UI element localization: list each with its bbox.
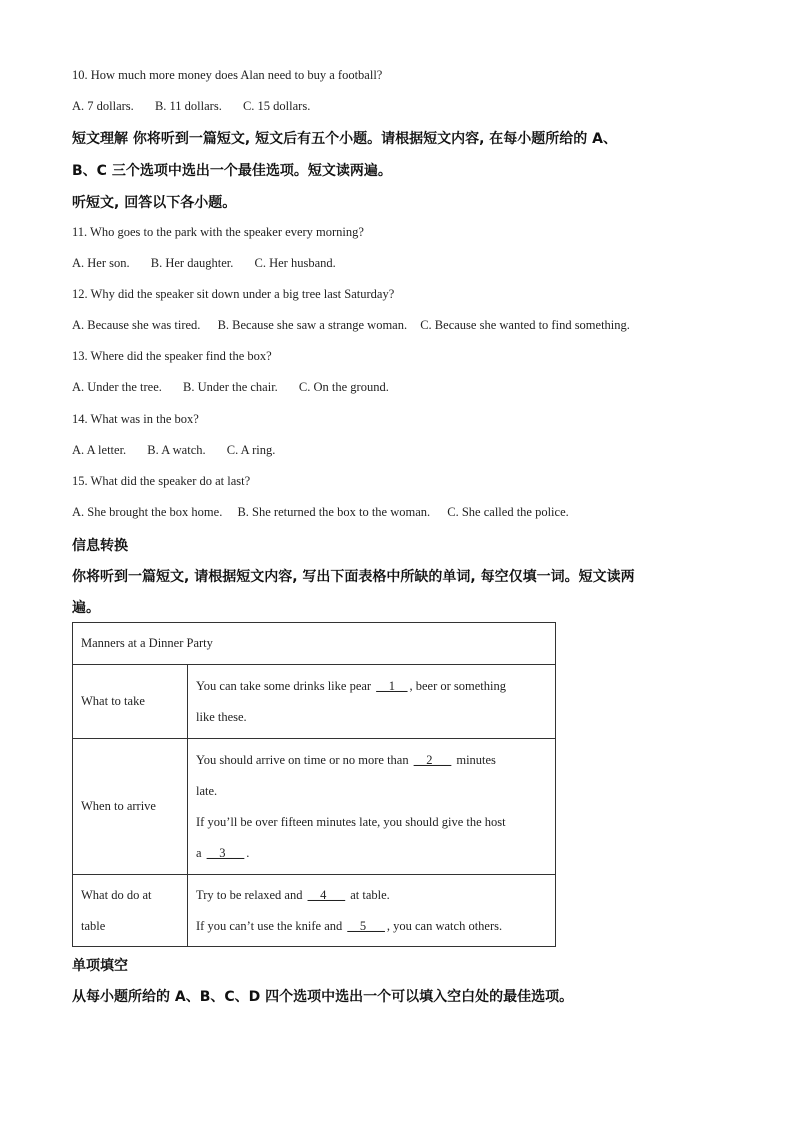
option-b: B. A watch. bbox=[147, 443, 206, 457]
option-a: A. Because she was tired. bbox=[72, 318, 201, 332]
option-b: B. Because she saw a strange woman. bbox=[217, 318, 408, 332]
option-c: C. Because she wanted to find something. bbox=[420, 318, 630, 332]
info-table bbox=[72, 622, 556, 947]
question-14-options bbox=[72, 443, 293, 458]
question-11: 11. Who goes to the park with the speaker every morning? bbox=[72, 225, 364, 239]
blank-2: __2___ bbox=[413, 752, 452, 767]
table-title: Manners at a Dinner Party bbox=[73, 623, 556, 665]
question-12-options bbox=[72, 318, 648, 333]
option-a: A. She brought the box home. bbox=[72, 505, 223, 519]
option-b: B. 11 dollars. bbox=[154, 99, 222, 113]
option-a: A. Her son. bbox=[72, 256, 130, 270]
option-c: C. She called the police. bbox=[447, 505, 569, 519]
section-heading-info: 信息转换 bbox=[72, 538, 128, 554]
section-subheading: 听短文, 回答以下各小题。 bbox=[72, 195, 237, 211]
section-desc-info-cont: 遍。 bbox=[72, 600, 100, 616]
question-15: 15. What did the speaker do at last? bbox=[72, 474, 251, 488]
row-content-what-to-take: You can take some drinks like pear __1__ , beer or something like these. bbox=[188, 665, 556, 739]
row-label-what-do-at-table: What do do at table bbox=[73, 875, 188, 947]
question-15-options bbox=[72, 505, 587, 520]
section-heading-short-passage: 短文理解 你将听到一篇短文, 短文后有五个小题。请根据短文内容, 在每小题所给的 A、 bbox=[72, 131, 617, 147]
blank-1: __1__ bbox=[376, 678, 408, 693]
row-label-what-to-take: What to take bbox=[73, 665, 188, 739]
option-a: A. 7 dollars. bbox=[72, 99, 134, 113]
question-10-options bbox=[72, 99, 328, 114]
option-b: B. Her daughter. bbox=[150, 256, 234, 270]
section-heading-single-choice: 单项填空 bbox=[72, 958, 128, 974]
option-c: C. 15 dollars. bbox=[242, 99, 311, 113]
option-c: C. A ring. bbox=[226, 443, 276, 457]
option-b: B. Under the chair. bbox=[183, 380, 278, 394]
question-12: 12. Why did the speaker sit down under a big tree last Saturday? bbox=[72, 287, 395, 301]
section-desc-info: 你将听到一篇短文, 请根据短文内容, 写出下面表格中所缺的单词, 每空仅填一词。短文读两 bbox=[72, 569, 635, 585]
section-desc-single-choice: 从每小题所给的 A、B、C、D 四个选项中选出一个可以填入空白处的最佳选项。 bbox=[72, 989, 574, 1005]
row-label-when-to-arrive: When to arrive bbox=[73, 739, 188, 875]
question-13: 13. Where did the speaker find the box? bbox=[72, 349, 272, 363]
row-content-when-to-arrive: You should arrive on time or no more than __2___ minutes late. If you’ll be over fifteen minutes late, you should give the host a __3___ . bbox=[188, 739, 556, 875]
option-c: C. On the ground. bbox=[298, 380, 389, 394]
question-10: 10. How much more money does Alan need to buy a football? bbox=[72, 68, 383, 82]
section-heading-short-passage-cont: B、C 三个选项中选出一个最佳选项。短文读两遍。 bbox=[72, 163, 392, 179]
option-b: B. She returned the box to the woman. bbox=[237, 505, 431, 519]
blank-5: __5___ bbox=[347, 918, 385, 933]
blank-3: __3___ bbox=[206, 845, 245, 860]
option-c: C. Her husband. bbox=[254, 256, 336, 270]
option-a: A. A letter. bbox=[72, 443, 127, 457]
blank-4: __4___ bbox=[307, 887, 346, 902]
question-11-options bbox=[72, 256, 354, 271]
row-content-what-do-at-table: Try to be relaxed and __4___ at table. If you can’t use the knife and __5___ , you can watch others. bbox=[188, 875, 556, 947]
question-14: 14. What was in the box? bbox=[72, 412, 199, 426]
option-a: A. Under the tree. bbox=[72, 380, 162, 394]
question-13-options bbox=[72, 380, 407, 395]
